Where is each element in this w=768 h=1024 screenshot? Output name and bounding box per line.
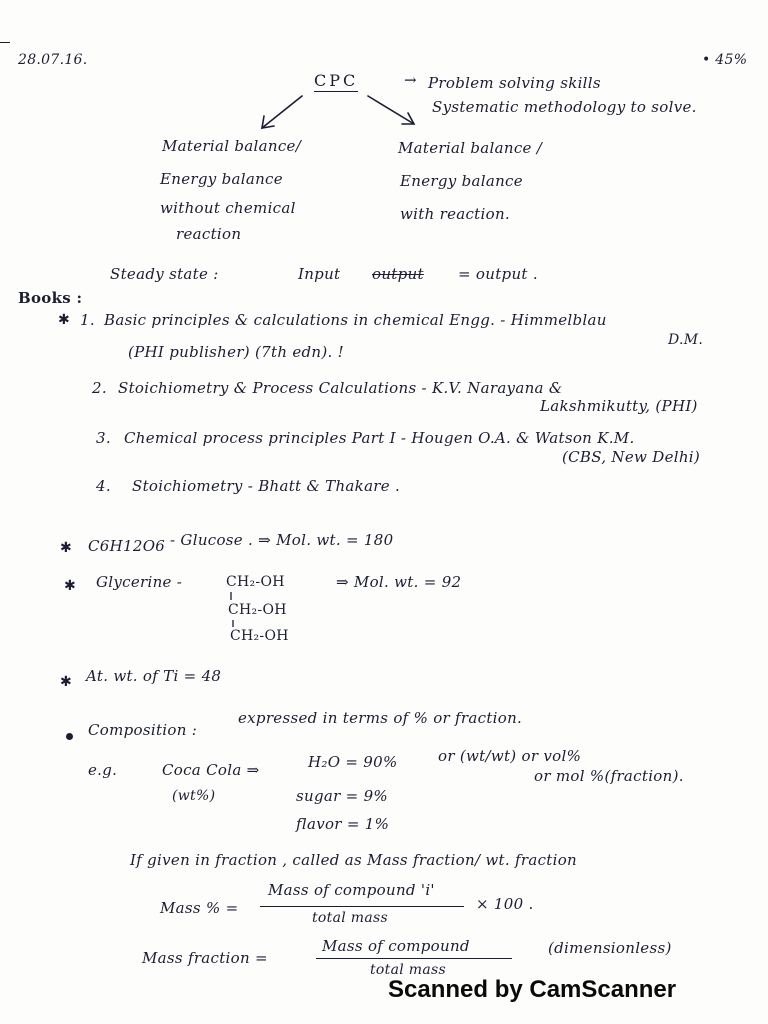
star-icon: ✱: [58, 312, 70, 328]
fraction-bar: [316, 958, 512, 959]
skills-line-1: Problem solving skills: [428, 74, 601, 92]
mass-fraction-denominator: total mass: [370, 962, 446, 978]
book-number: 2.: [92, 379, 107, 397]
fraction-note: If given in fraction , called as Mass fraction/ wt. fraction: [130, 851, 577, 869]
right-branch-line: with reaction.: [400, 205, 510, 223]
example-basis: (wt%): [172, 788, 216, 804]
book-line: Lakshmikutty, (PHI): [540, 397, 698, 415]
book-line: Stoichiometry & Process Calculations - K.V. Narayana &: [118, 379, 563, 397]
book-author: D.M.: [668, 332, 704, 348]
alt-basis-1: or (wt/wt) or vol%: [438, 747, 582, 765]
composition-description: expressed in terms of % or fraction.: [238, 709, 523, 727]
sugar-percent: sugar = 9%: [296, 787, 388, 805]
mass-percent-denominator: total mass: [312, 910, 388, 926]
example-label: e.g.: [88, 761, 118, 779]
left-branch-line: without chemical: [160, 199, 296, 217]
glycerine-mw: ⇒ Mol. wt. = 92: [336, 573, 462, 591]
bullet-icon: [66, 733, 73, 740]
glucose-name: - Glucose . ⇒ Mol. wt. = 180: [170, 531, 394, 549]
book-line: Stoichiometry - Bhatt & Thakare .: [132, 477, 401, 495]
glycerine-row: CH₂-OH: [228, 602, 287, 618]
steady-state-struck: output: [372, 265, 424, 283]
steady-state-equals: = output .: [458, 265, 538, 283]
skills-line-2: Systematic methodology to solve.: [432, 98, 697, 116]
date: 28.07.16.: [18, 52, 88, 68]
right-arrow-icon: →: [404, 71, 417, 89]
glycerine-row: CH₂-OH: [226, 574, 285, 590]
star-icon: ✱: [60, 540, 72, 556]
mass-fraction-label: Mass fraction =: [142, 949, 268, 967]
star-icon: ✱: [60, 674, 72, 690]
right-branch-line: Energy balance: [400, 172, 523, 190]
corner-note: • 45%: [702, 52, 748, 68]
steady-state-label: Steady state :: [110, 265, 219, 283]
left-branch-line: Material balance/: [162, 137, 302, 155]
books-heading: Books :: [18, 289, 83, 307]
alt-basis-2: or mol %(fraction).: [534, 767, 684, 785]
book-number: 1.: [80, 311, 95, 329]
left-branch-line: Energy balance: [160, 170, 283, 188]
book-line: Chemical process principles Part I - Hougen O.A. & Watson K.M.: [124, 429, 635, 447]
mass-percent-suffix: × 100 .: [476, 895, 534, 913]
glycerine-row: CH₂-OH: [230, 628, 289, 644]
book-number: 4.: [96, 477, 111, 495]
right-branch-line: Material balance /: [398, 139, 543, 157]
star-icon: ✱: [64, 578, 76, 594]
mass-percent-numerator: Mass of compound 'i': [268, 881, 435, 899]
titanium-weight: At. wt. of Ti = 48: [86, 667, 222, 685]
scanner-watermark: Scanned by CamScanner: [388, 976, 677, 1003]
fraction-bar: [260, 906, 464, 907]
book-line: Basic principles & calculations in chemical Engg. - Himmelblau: [104, 311, 607, 329]
glucose-formula: C6H12O6: [88, 537, 166, 555]
book-line: (CBS, New Delhi): [562, 448, 701, 466]
book-line: (PHI publisher) (7th edn). !: [128, 343, 345, 361]
cpc-title: CPC: [314, 72, 358, 92]
mass-percent-label: Mass % =: [160, 899, 239, 917]
example-product: Coca Cola ⇒: [162, 761, 260, 779]
water-percent: H₂O = 90%: [308, 753, 398, 771]
steady-state-input: Input: [298, 265, 341, 283]
composition-heading: Composition :: [88, 721, 198, 739]
book-number: 3.: [96, 429, 111, 447]
flavor-percent: flavor = 1%: [296, 815, 390, 833]
glycerine-name: Glycerine -: [96, 573, 183, 591]
mass-fraction-note: (dimensionless): [548, 939, 672, 957]
left-branch-line: reaction: [176, 225, 242, 243]
mass-fraction-numerator: Mass of compound: [322, 937, 470, 955]
